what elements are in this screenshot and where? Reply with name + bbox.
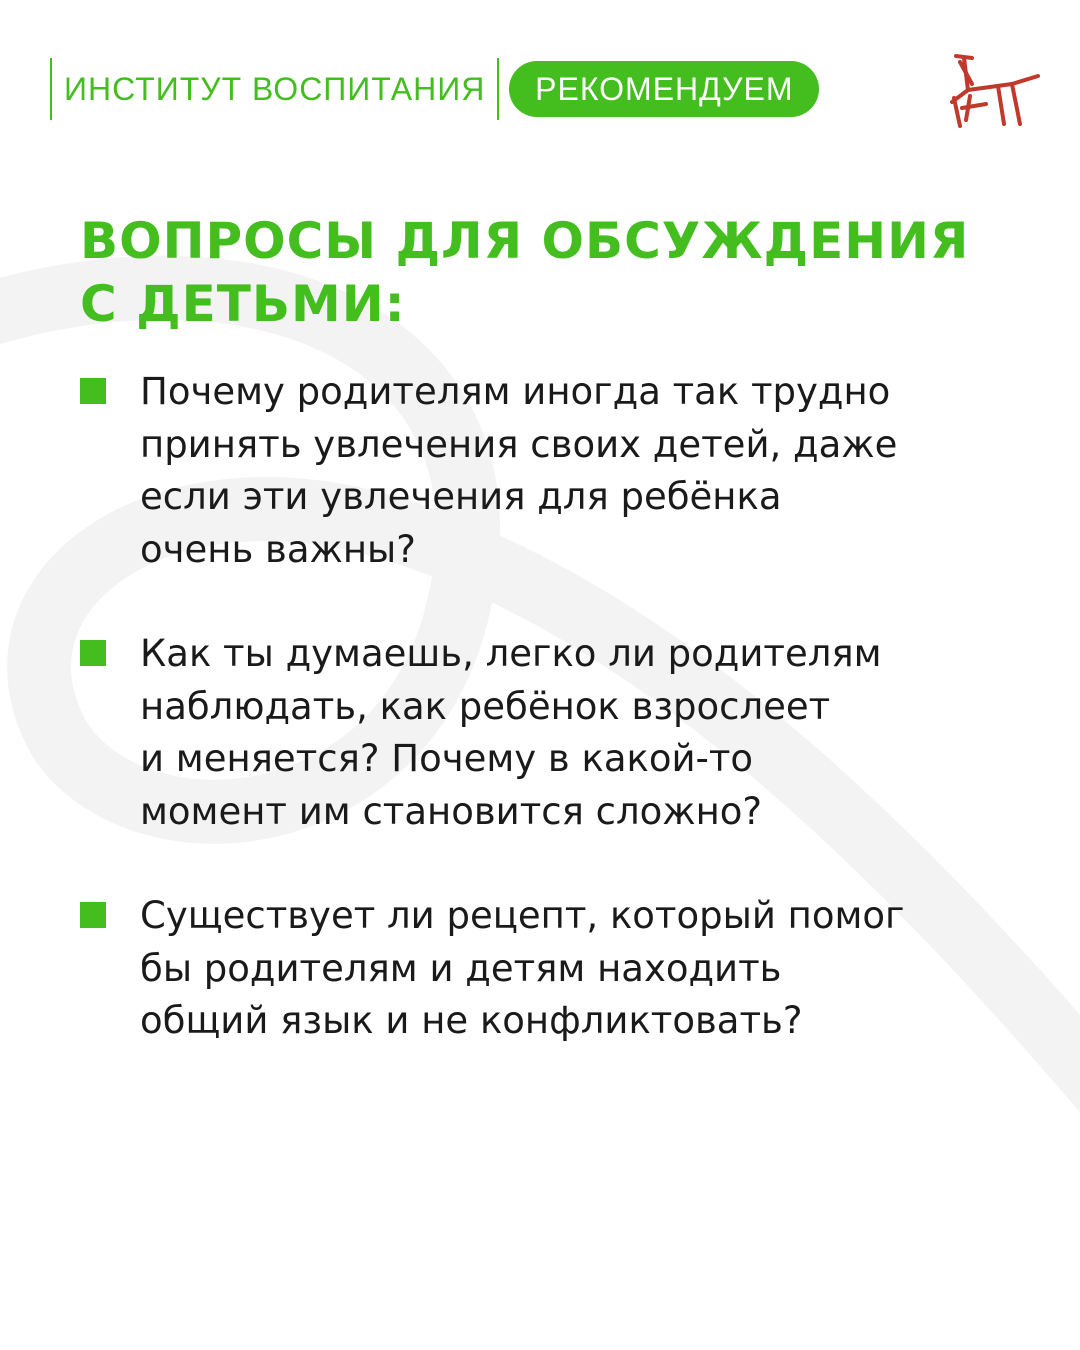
title-line: ВОПРОСЫ ДЛЯ ОБСУЖДЕНИЯ [80, 212, 970, 270]
chair-logo-icon [946, 50, 1042, 130]
header [50, 58, 819, 120]
recommend-badge: РЕКОМЕНДУЕМ [509, 61, 819, 117]
bullet-square-icon [80, 902, 106, 928]
question-line: наблюдать, как ребёнок взрослеет [140, 684, 831, 728]
question-item [80, 366, 1040, 576]
question-line: общий язык и не конфликтовать? [140, 999, 803, 1042]
question-line: Как ты думаешь, легко ли родителям [140, 632, 882, 675]
bullet-square-icon [80, 378, 106, 404]
question-line: Существует ли рецепт, который помог [140, 894, 905, 937]
question-line: и меняется? Почему в какой-то [140, 737, 754, 780]
questions-list [80, 366, 1040, 1048]
question-item [80, 890, 1040, 1048]
question-line: момент им становится сложно? [140, 789, 763, 833]
header-divider-right [497, 58, 499, 120]
bullet-square-icon [80, 640, 106, 666]
question-line: если эти увлечения для ребёнка [140, 475, 782, 518]
question-line: Почему родителям иногда так трудно [140, 370, 891, 413]
question-line: принять увлечения своих детей, даже [140, 422, 898, 466]
question-line: бы родителям и детям находить [140, 946, 782, 990]
question-item [80, 628, 1040, 838]
org-name: ИНСТИТУТ ВОСПИТАНИЯ [64, 70, 486, 107]
page-title [80, 210, 1040, 336]
title-line: С ДЕТЬМИ: [80, 275, 406, 333]
question-line: очень важны? [140, 527, 416, 571]
